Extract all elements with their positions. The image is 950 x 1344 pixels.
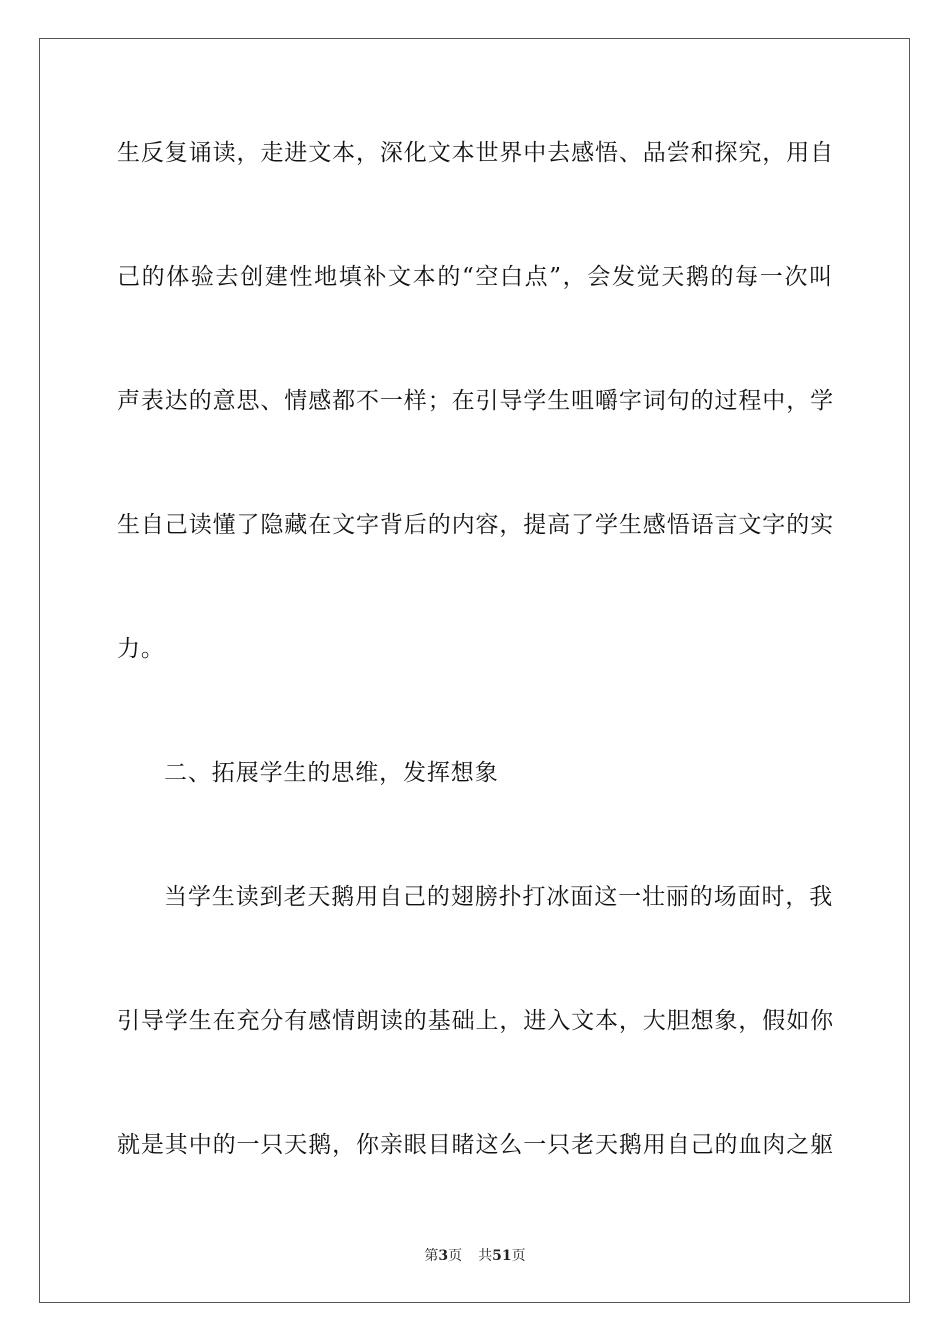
text-line-4: 生自己读懂了隐藏在文字背后的内容，提高了学生感悟语言文字的实 (117, 512, 834, 538)
page-number: 3 (438, 1248, 449, 1264)
text-line-5: 力。 (117, 636, 165, 662)
page-footer (0, 1247, 950, 1265)
page-suffix: 页 (448, 1248, 463, 1264)
total-suffix: 页 (511, 1248, 526, 1264)
text-line-2: 己的体验去创建性地填补文本的“空白点”，会发觉天鹅的每一次叫 (117, 264, 833, 290)
text-line-3: 声表达的意思、情感都不一样；在引导学生咀嚼字词句的过程中，学 (117, 388, 834, 414)
text-line-7: 引导学生在充分有感情朗读的基础上，进入文本，大胆想象，假如你 (117, 1008, 834, 1034)
text-line-1: 生反复诵读，走进文本，深化文本世界中去感悟、品尝和探究，用自 (117, 140, 834, 166)
total-pages: 51 (492, 1248, 512, 1264)
section-heading: 二、拓展学生的思维，发挥想象 (164, 760, 499, 786)
text-line-6: 当学生读到老天鹅用自己的翅膀扑打冰面这一壮丽的场面时，我 (164, 884, 834, 910)
page-border (39, 38, 910, 1303)
page-prefix: 第 (424, 1248, 439, 1264)
total-prefix: 共 (478, 1248, 493, 1264)
text-line-8: 就是其中的一只天鹅，你亲眼目睹这么一只老天鹅用自己的血肉之躯 (117, 1132, 834, 1158)
